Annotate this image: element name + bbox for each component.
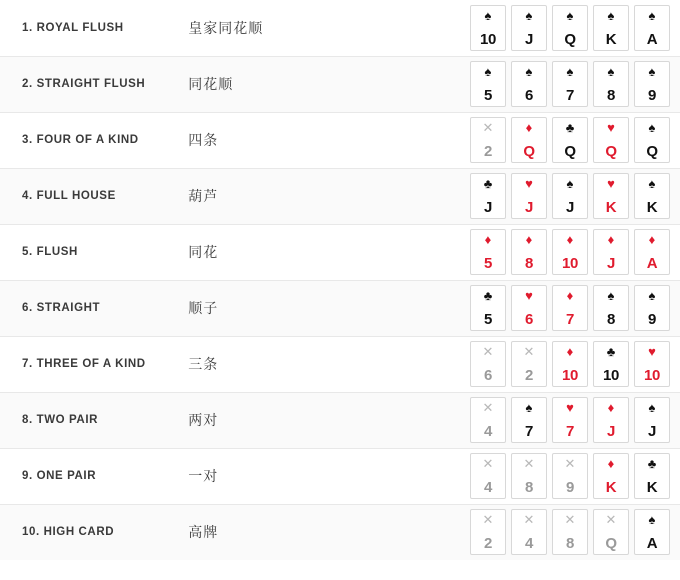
suit-icon: ✕ <box>523 512 535 528</box>
table-row <box>0 56 680 112</box>
card-rank: J <box>606 255 616 272</box>
hand-name: 8. TWO PAIR <box>22 414 99 426</box>
suit-icon: ♣ <box>565 120 575 135</box>
card-rank: K <box>605 30 617 48</box>
card-rank: Q <box>605 535 617 553</box>
playing-card <box>552 173 588 219</box>
card-rank: 9 <box>565 479 575 496</box>
card-group <box>470 285 670 331</box>
playing-card <box>511 117 547 163</box>
hand-name-chinese: 四条 <box>188 132 219 148</box>
hand-name-chinese: 两对 <box>188 412 219 428</box>
example-cards <box>470 0 680 56</box>
card-group <box>470 397 670 443</box>
hand-name-chinese: 三条 <box>188 356 219 372</box>
example-cards <box>470 56 680 112</box>
playing-card <box>552 229 588 275</box>
playing-card <box>593 173 629 219</box>
hand-name: 9. ONE PAIR <box>22 470 97 482</box>
suit-icon: ♣ <box>483 288 493 303</box>
card-rank: 8 <box>606 311 616 328</box>
suit-icon: ✕ <box>482 512 494 528</box>
suit-icon: ♣ <box>606 344 616 359</box>
suit-icon: ♦ <box>648 232 656 247</box>
suit-icon: ♠ <box>648 512 656 528</box>
card-rank: J <box>647 423 657 440</box>
table-row <box>0 112 680 168</box>
card-rank: 8 <box>606 87 616 104</box>
suit-icon: ♠ <box>525 400 533 415</box>
card-rank: 5 <box>483 311 493 328</box>
card-rank: K <box>605 479 617 496</box>
card-rank: A <box>646 535 658 553</box>
suit-icon: ♠ <box>607 64 615 79</box>
playing-card <box>634 117 670 163</box>
playing-card <box>634 173 670 219</box>
playing-card <box>593 509 629 555</box>
table-row <box>0 224 680 280</box>
playing-card <box>634 229 670 275</box>
example-cards <box>470 336 680 392</box>
card-rank: 10 <box>602 367 620 384</box>
card-rank: J <box>606 423 616 440</box>
example-cards <box>470 280 680 336</box>
hand-name-chinese: 顺子 <box>188 300 219 316</box>
card-rank: K <box>646 479 658 496</box>
hand-name-chinese: 皇家同花顺 <box>188 19 264 36</box>
card-group <box>470 61 670 107</box>
card-group <box>470 5 670 51</box>
card-rank: 10 <box>561 255 579 272</box>
card-rank: 4 <box>483 423 493 440</box>
card-rank: A <box>646 30 658 48</box>
suit-icon: ♥ <box>607 120 615 135</box>
example-cards <box>470 448 680 504</box>
card-group <box>470 173 670 219</box>
card-rank: 9 <box>647 311 657 328</box>
playing-card <box>470 5 506 51</box>
playing-card <box>552 5 588 51</box>
suit-icon: ♦ <box>607 232 615 247</box>
playing-card <box>552 285 588 331</box>
suit-icon: ✕ <box>482 456 494 471</box>
suit-icon: ♦ <box>525 120 533 135</box>
card-rank: 8 <box>524 479 534 496</box>
hand-name: 5. FLUSH <box>22 246 78 258</box>
card-rank: 9 <box>647 87 657 104</box>
suit-icon: ♠ <box>566 64 574 79</box>
suit-icon: ♦ <box>607 400 615 415</box>
card-group <box>470 117 670 163</box>
table-row <box>0 336 680 392</box>
suit-icon: ♦ <box>566 232 574 247</box>
hand-name: 2. STRAIGHT FLUSH <box>22 78 146 90</box>
playing-card <box>634 397 670 443</box>
card-rank: K <box>605 199 617 216</box>
playing-card <box>511 61 547 107</box>
playing-card <box>470 61 506 107</box>
card-rank: 7 <box>565 311 575 328</box>
playing-card <box>470 509 506 555</box>
playing-card <box>634 453 670 499</box>
hand-name: 10. HIGH CARD <box>22 526 115 539</box>
table-row <box>0 168 680 224</box>
card-rank: 8 <box>565 535 575 553</box>
suit-icon: ♦ <box>484 232 492 247</box>
suit-icon: ♠ <box>648 400 656 415</box>
card-rank: 10 <box>561 367 579 384</box>
card-rank: J <box>483 199 493 216</box>
card-rank: 8 <box>524 255 534 272</box>
suit-icon: ♠ <box>484 64 492 79</box>
card-rank: A <box>646 255 658 272</box>
hand-name-chinese: 同花 <box>188 244 219 260</box>
suit-icon: ✕ <box>482 120 494 135</box>
suit-icon: ♦ <box>607 456 615 471</box>
card-rank: 7 <box>565 87 575 104</box>
hand-name: 3. FOUR OF A KIND <box>22 134 139 146</box>
suit-icon: ♥ <box>566 400 574 415</box>
example-cards <box>470 168 680 224</box>
table-row <box>0 0 680 56</box>
playing-card <box>511 509 547 555</box>
card-rank: 5 <box>483 255 493 272</box>
card-group <box>470 341 670 387</box>
card-rank: J <box>565 199 575 216</box>
suit-icon: ♦ <box>525 232 533 247</box>
card-rank: Q <box>605 143 617 160</box>
playing-card <box>552 61 588 107</box>
suit-icon: ✕ <box>564 456 576 471</box>
playing-card <box>593 453 629 499</box>
suit-icon: ♠ <box>648 64 656 79</box>
hand-name: 6. STRAIGHT <box>22 302 101 314</box>
suit-icon: ✕ <box>564 512 576 528</box>
hand-name-chinese: 同花顺 <box>188 76 234 92</box>
card-rank: K <box>646 199 658 216</box>
hand-name: 7. THREE OF A KIND <box>22 358 146 370</box>
card-rank: J <box>524 30 534 48</box>
playing-card <box>593 5 629 51</box>
playing-card <box>470 397 506 443</box>
playing-card <box>552 397 588 443</box>
playing-card <box>470 453 506 499</box>
suit-icon: ♠ <box>648 288 656 303</box>
table-row <box>0 280 680 336</box>
card-group <box>470 453 670 499</box>
playing-card <box>634 341 670 387</box>
playing-card <box>593 285 629 331</box>
playing-card <box>552 509 588 555</box>
card-rank: 2 <box>483 535 493 553</box>
playing-card <box>634 285 670 331</box>
playing-card <box>593 117 629 163</box>
playing-card <box>470 285 506 331</box>
playing-card <box>593 229 629 275</box>
card-rank: 7 <box>524 423 534 440</box>
playing-card <box>552 117 588 163</box>
card-group <box>470 509 670 555</box>
suit-icon: ♥ <box>648 344 656 359</box>
card-rank: 6 <box>483 367 493 384</box>
playing-card <box>511 341 547 387</box>
card-rank: Q <box>646 143 658 160</box>
suit-icon: ♠ <box>525 7 533 23</box>
table-row <box>0 392 680 448</box>
card-rank: 10 <box>643 367 661 384</box>
suit-icon: ♠ <box>607 288 615 303</box>
playing-card <box>511 453 547 499</box>
example-cards <box>470 224 680 280</box>
suit-icon: ♣ <box>647 456 657 471</box>
suit-icon: ♥ <box>607 176 615 191</box>
card-rank: 7 <box>565 423 575 440</box>
playing-card <box>470 173 506 219</box>
example-cards <box>470 112 680 168</box>
suit-icon: ✕ <box>482 344 494 359</box>
suit-icon: ♥ <box>525 176 533 191</box>
playing-card <box>470 229 506 275</box>
card-rank: 4 <box>483 479 493 496</box>
suit-icon: ♠ <box>525 64 533 79</box>
playing-card <box>552 453 588 499</box>
hand-name: 1. ROYAL FLUSH <box>22 21 124 34</box>
playing-card <box>634 61 670 107</box>
hand-name: 4. FULL HOUSE <box>22 190 116 202</box>
suit-icon: ♠ <box>484 7 492 23</box>
suit-icon: ♠ <box>648 7 656 23</box>
suit-icon: ♠ <box>607 7 615 23</box>
suit-icon: ♣ <box>483 176 493 191</box>
playing-card <box>511 173 547 219</box>
playing-card <box>593 341 629 387</box>
playing-card <box>511 5 547 51</box>
card-rank: Q <box>564 30 576 48</box>
suit-icon: ♠ <box>566 7 574 23</box>
suit-icon: ✕ <box>523 344 535 359</box>
card-rank: 4 <box>524 535 534 553</box>
playing-card <box>511 397 547 443</box>
playing-card <box>511 229 547 275</box>
suit-icon: ✕ <box>523 456 535 471</box>
card-rank: 6 <box>524 311 534 328</box>
card-rank: Q <box>564 143 576 160</box>
hand-name-chinese: 葫芦 <box>188 188 219 204</box>
card-rank: Q <box>523 143 535 160</box>
suit-icon: ♦ <box>566 344 574 359</box>
card-rank: 2 <box>524 367 534 384</box>
card-rank: 2 <box>483 143 493 160</box>
hand-name-chinese: 一对 <box>188 468 219 484</box>
suit-icon: ✕ <box>605 512 617 528</box>
playing-card <box>470 341 506 387</box>
hand-name-chinese: 高牌 <box>188 524 219 541</box>
playing-card <box>511 285 547 331</box>
card-rank: 5 <box>483 87 493 104</box>
example-cards <box>470 504 680 560</box>
card-rank: J <box>524 199 534 216</box>
playing-card <box>593 61 629 107</box>
suit-icon: ♠ <box>566 176 574 191</box>
card-group <box>470 229 670 275</box>
table-row <box>0 504 680 560</box>
suit-icon: ♦ <box>566 288 574 303</box>
example-cards <box>470 392 680 448</box>
suit-icon: ♠ <box>648 176 656 191</box>
playing-card <box>593 397 629 443</box>
suit-icon: ✕ <box>482 400 494 415</box>
playing-card <box>634 5 670 51</box>
playing-card <box>470 117 506 163</box>
suit-icon: ♥ <box>525 288 533 303</box>
playing-card <box>552 341 588 387</box>
table-row <box>0 448 680 504</box>
suit-icon: ♠ <box>648 120 656 135</box>
card-rank: 10 <box>479 30 497 48</box>
card-rank: 6 <box>524 87 534 104</box>
playing-card <box>634 509 670 555</box>
